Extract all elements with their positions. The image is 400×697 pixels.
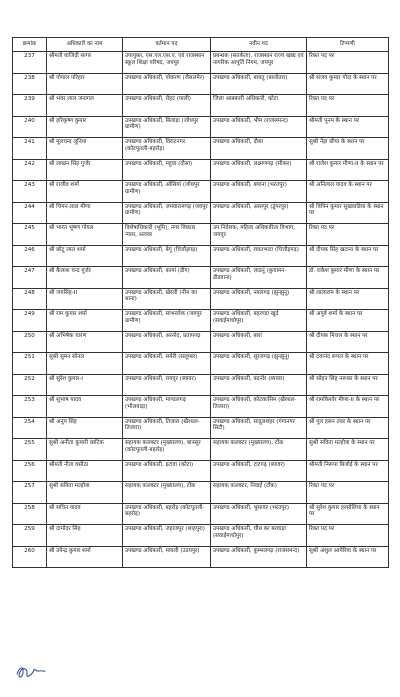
cell-officer-name: सुश्री अनीता कुमारी छाटिक — [47, 439, 123, 461]
cell-remark: श्री दयानंद रूपल के स्थान पर — [307, 353, 389, 375]
cell-new-post: उपखण्ड अधिकारी, भुसावर (भरतपुर) — [211, 503, 307, 525]
cell-remark: श्री दीपक मित्तल के स्थान पर — [307, 331, 389, 353]
cell-officer-name: श्रीमती वाजिदी सागर — [47, 52, 123, 74]
cell-current-post: उपखण्ड अधिकारी, रायपुर (ब्यावर) — [123, 374, 211, 396]
cell-officer-name: श्री छोटू लाल शर्मा — [47, 245, 123, 267]
cell-new-post: उप निदेशक, महिला अधिकारिता विभाग, जयपुर — [211, 224, 307, 246]
cell-officer-name: श्री मूलचन्द लूनिया — [47, 138, 123, 160]
table-row — [13, 159, 389, 181]
cell-current-post: उपखण्ड अधिकारी, कामां (डीग) — [123, 267, 211, 289]
table-row — [13, 546, 389, 568]
cell-serial: 249 — [13, 310, 47, 332]
table-row — [13, 267, 389, 289]
table-row — [13, 374, 389, 396]
cell-remark: सुश्री नेहा छीपा के स्थान पर — [307, 138, 389, 160]
cell-remark: श्री गुल हसन तंवर के स्थान पर — [307, 417, 389, 439]
cell-officer-name: श्री कैलाश चन्द गुर्जर — [47, 267, 123, 289]
cell-current-post: विशेषाधिकारी (भूमि), नगर विकास न्यास, अलवर — [123, 224, 211, 246]
cell-new-post: उपखण्ड अधिकारी, भीम (राजसमन्द) — [211, 116, 307, 138]
table-row — [13, 353, 389, 375]
cell-new-post: उपखण्ड अधिकारी, लाडनूं (कुचामन-डीडवाना) — [211, 267, 307, 289]
cell-serial: 255 — [13, 439, 47, 461]
table-row — [13, 331, 389, 353]
cell-serial: 243 — [13, 181, 47, 203]
cell-current-post: उपखण्ड अधिकारी, बहरोड़ (कोटपूतली-बहरोड़) — [123, 503, 211, 525]
cell-serial: 250 — [13, 331, 47, 353]
header-current-post: वर्तमान पद — [123, 38, 211, 52]
header-officer-name: अधिकारी का नाम — [47, 38, 123, 52]
cell-new-post: उपखण्ड अधिकारी, चौथ का बरवाड़ा (सवाईमाधोपुर) — [211, 525, 307, 547]
table-row — [13, 482, 389, 504]
cell-new-post: उपखण्ड अधिकारी, बदनोर (ब्यावर) — [211, 374, 307, 396]
cell-current-post: सहायक कलक्टर (मुख्यालय), टोंक — [123, 482, 211, 504]
cell-remark: श्री सुरेश कुमार हरसोलिया के स्थान पर — [307, 503, 389, 525]
cell-serial: 242 — [13, 159, 47, 181]
cell-remark: श्रीमती निरूपा बिजोई के स्थान पर — [307, 460, 389, 482]
table-row — [13, 52, 389, 74]
cell-current-post: उपखण्ड अधिकारी, विराटनगर (कोटपूतली-बहरोड़) — [123, 138, 211, 160]
table-row — [13, 224, 389, 246]
cell-current-post: उपखण्ड अधिकारी, खेरली (नीम का थाना) — [123, 288, 211, 310]
cell-remark: श्री संजय कुमार गोदा के स्थान पर — [307, 73, 389, 95]
cell-current-post: उपखण्ड अधिकारी, मावली (उदयपुर) — [123, 546, 211, 568]
cell-officer-name: श्री जयसिंह-II — [47, 288, 123, 310]
cell-remark: रिक्त पद पर — [307, 95, 389, 117]
cell-serial: 245 — [13, 224, 47, 246]
cell-officer-name: श्री अभिषेक चारण — [47, 331, 123, 353]
cell-officer-name: श्री भारत भूषण गोयल — [47, 224, 123, 246]
cell-officer-name: सुश्री सुमन सोनल — [47, 353, 123, 375]
handwritten-signature — [14, 660, 48, 682]
cell-new-post: सहायक कलक्टर, निवाई (टोंक) — [211, 482, 307, 504]
table-header-row — [13, 38, 389, 52]
cell-new-post: उपखण्ड अधिकारी, बायतु (बालोतरा) — [211, 73, 307, 95]
cell-officer-name: सुश्री सविता मल्होत्रा — [47, 482, 123, 504]
table-row — [13, 73, 389, 95]
cell-current-post: उपखण्ड अधिकारी, इटावा (कोटा) — [123, 460, 211, 482]
table-row — [13, 396, 389, 418]
cell-remark: रिक्त पद पर — [307, 52, 389, 74]
cell-remark: श्री दीपक सिंह खटाना के स्थान पर — [307, 245, 389, 267]
cell-serial: 239 — [13, 95, 47, 117]
cell-remark: श्री विपिन कुमार सुखवाडिया के स्थान पर — [307, 202, 389, 224]
cell-officer-name: श्री सचिन यादव — [47, 503, 123, 525]
cell-current-post: उपखण्ड अधिकारी, ओसियां (जोधपुर ग्रामीण) — [123, 181, 211, 203]
cell-new-post: उपखण्ड अधिकारी, बहरण्डा खुर्द (सवाईमाधोपुर) — [211, 310, 307, 332]
table-row — [13, 310, 389, 332]
table-row — [13, 460, 389, 482]
cell-new-post: उपखण्ड अधिकारी, दौसा — [211, 138, 307, 160]
cell-new-post: उपखण्ड अधिकारी, सूरजगढ़ (झुन्झुनू) — [211, 353, 307, 375]
cell-current-post: उपखण्ड अधिकारी, बिलाड़ा (जोधपुर ग्रामीण) — [123, 116, 211, 138]
cell-serial: 240 — [13, 116, 47, 138]
cell-officer-name: श्री भंवर लाल जनागल — [47, 95, 123, 117]
cell-remark: श्रीमती पूनम के स्थान पर — [307, 116, 389, 138]
table-row — [13, 503, 389, 525]
cell-officer-name: श्री राजीव शर्मा — [47, 181, 123, 203]
cell-new-post: उपखण्ड अधिकारी, कुम्भलगढ़ (राजसमन्द) — [211, 546, 307, 568]
cell-remark: रिक्त पद पर — [307, 482, 389, 504]
table-row — [13, 181, 389, 203]
cell-new-post: जिला आबकारी अधिकारी, कोटा — [211, 95, 307, 117]
cell-serial: 246 — [13, 245, 47, 267]
cell-officer-name: श्री राम कुमार शर्मा — [47, 310, 123, 332]
cell-serial: 253 — [13, 396, 47, 418]
table-row — [13, 95, 389, 117]
cell-current-post: उपखण्ड अधिकारी, तिजारा (खैरथल-तिजारा) — [123, 417, 211, 439]
cell-current-post: उपखण्ड अधिकारी, महुवा (दौसा) — [123, 159, 211, 181]
cell-serial: 256 — [13, 460, 47, 482]
cell-officer-name: श्री हरिकृष्ण कुमार — [47, 116, 123, 138]
cell-remark: सुश्री सविता मल्होत्रा के स्थान पर — [307, 439, 389, 461]
table-row — [13, 245, 389, 267]
table-row — [13, 417, 389, 439]
cell-new-post: उपखण्ड अधिकारी, बारां — [211, 331, 307, 353]
cell-officer-name: श्री चिमन लाल मीणा — [47, 202, 123, 224]
transfer-order-page — [12, 37, 388, 568]
cell-current-post: उपायुक्त, एस.एल.एस.ए. एवं राजस्थान स्कूल शिक्षा परिषद, जयपुर — [123, 52, 211, 74]
header-remark: टिप्पणी — [307, 38, 389, 52]
table-row — [13, 116, 389, 138]
cell-remark: श्री सोहन सिंह नरूका के स्थान पर — [307, 374, 389, 396]
header-serial: क्रमांक — [13, 38, 47, 52]
transfer-table — [12, 37, 389, 568]
cell-officer-name: श्रीमती नीता वसीठा — [47, 460, 123, 482]
cell-remark: श्री रामकिशोर मीणा-II के स्थान पर — [307, 396, 389, 418]
table-row — [13, 439, 389, 461]
cell-officer-name: श्री गोपाल परिहार — [47, 73, 123, 95]
table-row — [13, 202, 389, 224]
cell-new-post: उपखण्ड अधिकारी, रावतभाटा (चित्तौड़गढ़) — [211, 245, 307, 267]
cell-remark: रिक्त पद पर — [307, 224, 389, 246]
cell-new-post: उपखण्ड अधिकारी, नवलगढ़ (झुन्झुनू) — [211, 288, 307, 310]
cell-new-post: उपखण्ड अधिकारी, बयाना (भरतपुर) — [211, 181, 307, 203]
cell-serial: 257 — [13, 482, 47, 504]
cell-current-post: सहायक कलक्टर (मुख्यालय), बानसूर (कोटपूतली-बहरोड़) — [123, 439, 211, 461]
header-new-post: नवीन पद — [211, 38, 307, 52]
cell-officer-name: श्री दामोदर सिंह — [47, 525, 123, 547]
cell-serial: 254 — [13, 417, 47, 439]
cell-serial: 252 — [13, 374, 47, 396]
cell-new-post: उपखण्ड अधिकारी, टाटगढ़ (ब्यावर) — [211, 460, 307, 482]
cell-current-post: उपखण्ड अधिकारी, माण्डलगढ़ (भीलवाड़ा) — [123, 396, 211, 418]
cell-new-post: प्रबन्धक (सतर्कता), राजस्थान राज्य खाद्य एवं नागरिक आपूर्ति निगम, जयपुर — [211, 52, 307, 74]
cell-officer-name: श्री अनूप सिंह — [47, 417, 123, 439]
cell-officer-name: श्री उपेन्द्र कुमार शर्मा — [47, 546, 123, 568]
cell-serial: 244 — [13, 202, 47, 224]
cell-officer-name: श्री सुरेश कुमार-I — [47, 374, 123, 396]
cell-new-post: उपखण्ड अधिकारी, सादुलशहर (गंगानगर सिटी) — [211, 417, 307, 439]
cell-current-post: उपखण्ड अधिकारी, बेगूं (चित्तौड़गढ़) — [123, 245, 211, 267]
cell-serial: 258 — [13, 503, 47, 525]
table-body — [13, 52, 389, 568]
cell-officer-name: श्री लाखन सिंह गुर्जर — [47, 159, 123, 181]
cell-current-post: उपखण्ड अधिकारी, पोकरण (जैसलमेर) — [123, 73, 211, 95]
table-row — [13, 138, 389, 160]
cell-new-post: सहायक कलक्टर (मुख्यालय), टोंक — [211, 439, 307, 461]
cell-serial: 238 — [13, 73, 47, 95]
cell-serial: 251 — [13, 353, 47, 375]
cell-new-post: उपखण्ड अधिकारी, आसपुर (डूंगरपुर) — [211, 202, 307, 224]
cell-current-post: उपखण्ड अधिकारी, अरनोद, प्रतापगढ़ — [123, 331, 211, 353]
cell-current-post: उपखण्ड अधिकारी, रोहट (पाली) — [123, 95, 211, 117]
cell-current-post: उपखण्ड अधिकारी, जहाजपुर (शाहपुरा) — [123, 525, 211, 547]
cell-current-post: उपखण्ड अधिकारी, समेरी (सलूम्बर) — [123, 353, 211, 375]
cell-remark: श्री अनिलाल यादव के स्थान पर — [307, 181, 389, 203]
cell-remark: सुश्री अंशुल आमेरिया के स्थान पर — [307, 546, 389, 568]
cell-serial: 241 — [13, 138, 47, 160]
cell-serial: 248 — [13, 288, 47, 310]
cell-serial: 237 — [13, 52, 47, 74]
cell-remark: डॉ. राकेश कुमार मीणा के स्थान पर — [307, 267, 389, 289]
cell-remark: रिक्त पद पर — [307, 525, 389, 547]
cell-remark: श्री लालाराम के स्थान पर — [307, 288, 389, 310]
cell-serial: 260 — [13, 546, 47, 568]
table-row — [13, 525, 389, 547]
cell-remark: श्री अपूर्व शर्मा के स्थान पर — [307, 310, 389, 332]
cell-new-post: उपखण्ड अधिकारी, लक्ष्मणगढ़ (सीकर) — [211, 159, 307, 181]
cell-current-post: उपखण्ड अधिकारी, सांभरलेक (जयपुर ग्रामीण) — [123, 310, 211, 332]
cell-remark: श्री राजेश कुमार मीणा-II के स्थान पर — [307, 159, 389, 181]
cell-serial: 259 — [13, 525, 47, 547]
cell-new-post: उपखण्ड अधिकारी, कोटकासिम (खैरथल-तिजारा) — [211, 396, 307, 418]
cell-officer-name: श्री सुभाष यादव — [47, 396, 123, 418]
cell-current-post: उपखण्ड अधिकारी, जमवारामगढ़ (जयपुर ग्रामीण) — [123, 202, 211, 224]
table-row — [13, 288, 389, 310]
cell-serial: 247 — [13, 267, 47, 289]
